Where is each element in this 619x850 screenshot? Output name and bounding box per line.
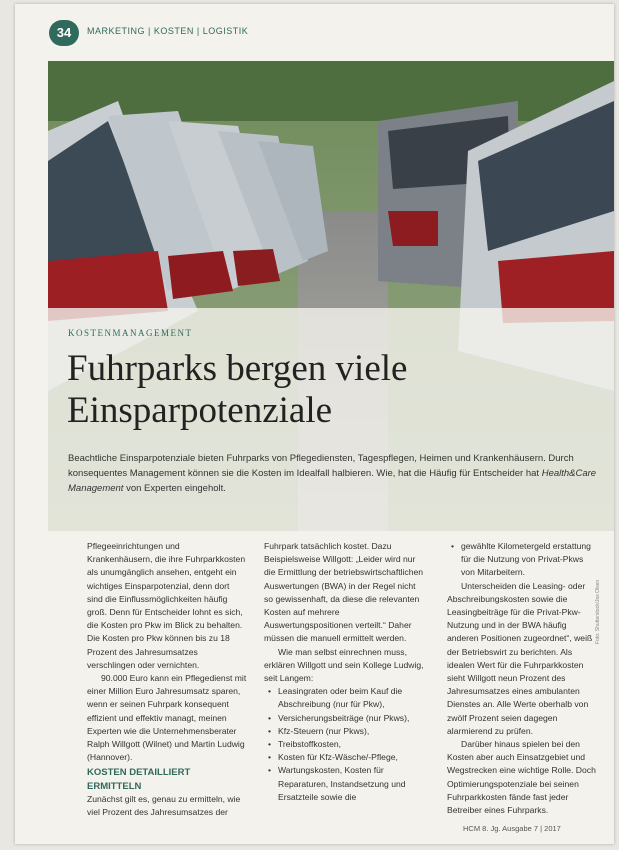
list-item: • gewählte Kilometergeld erstattung für die Nutzung von Privat-Pkws von Mitarbeitern. xyxy=(461,540,597,580)
paragraph: Zunächst gilt es, genau zu ermitteln, wie viel Prozent des Jahresumsatzes der xyxy=(87,793,241,818)
text-column-2 xyxy=(264,540,424,804)
paragraph: Unterscheiden die Leasing- oder Abschreibungskosten sowie die Leasingbeiträge für die Privat-Pkw-Nutzung und in der BWA häufig anderen Positionen zugeordnet“, weiß der Betriebswirt zu berichten. Als idealen Wert für die Fuhrparkkosten sieht Willgott neun Prozent des Jahresumsatzes eines ambulanten Dienstes an. Alle Werte oberhalb von zwölf Prozent seien dagegen alarmierend zu prüfen. xyxy=(447,580,593,736)
headline-overlay xyxy=(48,308,614,531)
list-item: • Versicherungsbeiträge (nur Pkws), xyxy=(278,712,424,725)
page-number-badge: 34 xyxy=(49,20,79,46)
cost-list xyxy=(264,685,424,804)
paragraph: Fuhrpark tatsächlich kostet. Dazu Beispielsweise Willgott: „Leider wird nur die Ermittlung der betriebswirtschaftlichen Auswertungen (BWA) in der Regel nicht so gewissenhaft, da diese die relevanten Kosten auf mehrere Auswertungspositionen verteilt.“ Daher müssen die manuell ermittelt werden. xyxy=(264,541,424,644)
paragraph: Wie man selbst einrechnen muss, erklären Willgott und sein Kollege Ludwig, seit Langem: xyxy=(264,646,424,684)
subheading: KOSTEN DETAILLIERT ERMITTELN xyxy=(87,767,191,792)
paragraph: Darüber hinaus spielen bei den Kosten aber auch Einsatzgebiet und Wegstrecken eine wichtige Rolle. Doch Optimierungspotenziale bei seinen Fuhrparkkosten fände fast jeder Betreiber eines Fuhrparks. xyxy=(447,739,596,816)
list-item: • Kfz-Steuern (nur Pkws), xyxy=(278,725,424,738)
article-title xyxy=(67,348,407,432)
page-header xyxy=(15,4,614,54)
title-line-2: Einsparpotenziale xyxy=(67,390,333,431)
title-line-1: Fuhrparks bergen viele xyxy=(67,348,408,389)
article-kicker: KOSTENMANAGEMENT xyxy=(68,328,193,338)
section-label: MARKETING | KOSTEN | LOGISTIK xyxy=(87,26,249,36)
text-column-3 xyxy=(447,540,597,817)
list-item: • Wartungskosten, Kosten für Reparaturen, Instandsetzung und Ersatzteile sowie die xyxy=(278,764,424,804)
page-footer: HCM 8. Jg. Ausgabe 7 | 2017 xyxy=(463,824,561,833)
text-column-1 xyxy=(87,540,247,819)
photo-credit: Foto: Shutterstock/Jos Olsen xyxy=(595,579,601,644)
hero-image xyxy=(48,61,614,531)
lead-text-2: von Experten eingeholt. xyxy=(123,483,226,494)
lead-magazine-name: Health&Care Management xyxy=(68,468,597,494)
list-item: • Kosten für Kfz-Wäsche/-Pflege, xyxy=(278,751,424,764)
list-item: • Treibstoffkosten, xyxy=(278,738,424,751)
magazine-page xyxy=(15,4,614,844)
list-item: • Leasingraten oder beim Kauf die Abschreibung (nur für Pkw), xyxy=(278,685,424,711)
lead-text-1: Beachtliche Einsparpotenziale bieten Fuhrparks von Pflegediensten, Tagespflegen, Heimen und Krankenhäusern. Durch konsequentes Management können sie die Kosten im Idealfall halbieren. Wie, hat die Häufig für Entscheider hat xyxy=(68,453,574,479)
paragraph: 90.000 Euro kann ein Pflegedienst mit einer Million Euro Jahresumsatz sparen, wenn er seinen Fuhrpark konsequent effizient und effektiv managt, meinen Experten wie die Unternehmensberater Ralph Willgott (Wilnet) und Martin Ludwig (Hannover). xyxy=(87,673,247,763)
paragraph: Pflegeeinrichtungen und Krankenhäusern, die ihre Fuhrparkkosten als unumgänglich ansehen, entgeht ein wichtiges Einsparpotenzial, denn dort sind die Einflussmöglichkeiten häufig groß. Denn für Entscheider lohnt es sich, die Kosten pro Pkw im Blick zu behalten. Die Kosten pro Pkw können bis zu 18 Prozent des Jahresumsatzes verschlingen oder vernichten. xyxy=(87,541,246,670)
cost-list-continued xyxy=(447,540,597,580)
article-lead xyxy=(68,451,598,496)
